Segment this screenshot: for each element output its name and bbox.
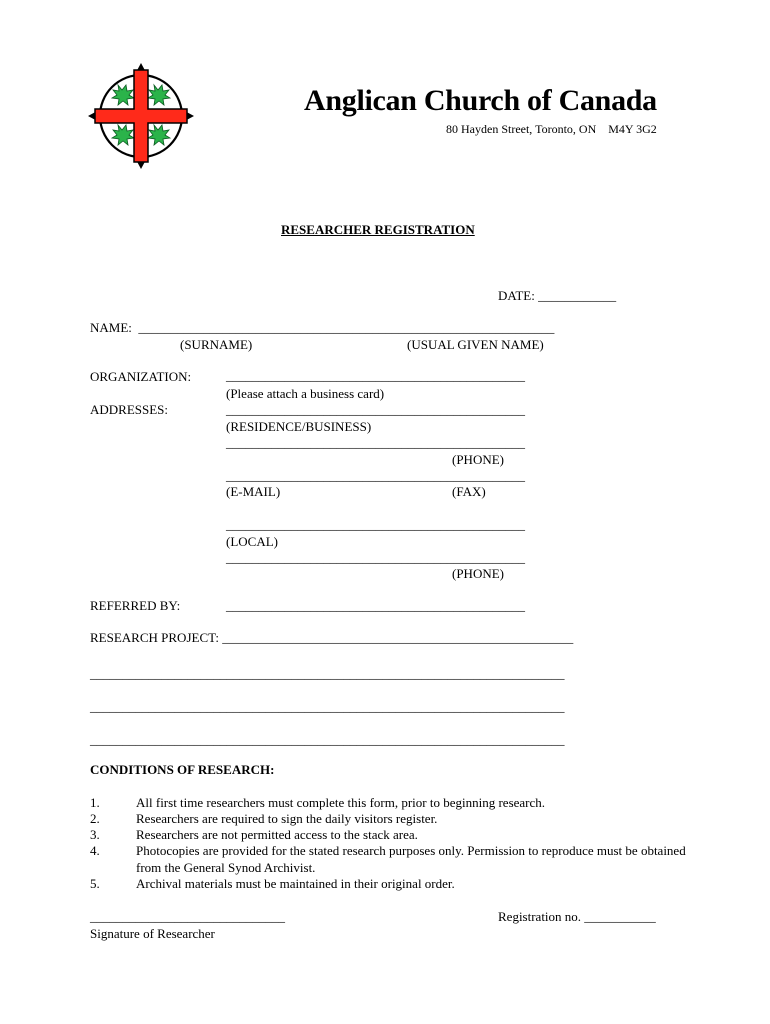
condition-number: 1.	[90, 795, 100, 810]
name-field[interactable]: NAME: ________________________________________________________________	[90, 320, 555, 335]
research-project-field[interactable]: RESEARCH PROJECT: ______________________________________________________	[90, 630, 574, 645]
phone-hint: (PHONE)	[452, 452, 504, 467]
phone-field[interactable]: ______________________________________________	[226, 435, 525, 450]
condition-number: 2.	[90, 811, 100, 826]
local-phone-field[interactable]: ______________________________________________	[226, 550, 525, 565]
form-heading: RESEARCHER REGISTRATION	[281, 222, 475, 237]
condition-text: Photocopies are provided for the stated research purposes only. Permission to reproduce must be obtained from the General Synod Archivist.	[136, 843, 686, 875]
research-project-line[interactable]: _________________________________________________________________________	[90, 699, 565, 714]
research-project-line[interactable]: _________________________________________________________________________	[90, 666, 565, 681]
signature-label: Signature of Researcher	[90, 926, 215, 941]
local-hint: (LOCAL)	[226, 534, 278, 549]
surname-hint: (SURNAME)	[180, 337, 253, 352]
signature-field[interactable]: ______________________________	[90, 909, 285, 924]
residence-hint: (RESIDENCE/BUSINESS)	[226, 419, 372, 434]
organization-address: 80 Hayden Street, Toronto, ON M4Y 3G2	[446, 122, 657, 136]
condition-text: Researchers are required to sign the daily visitors register.	[136, 811, 438, 826]
condition-text: All first time researchers must complete this form, prior to beginning research.	[136, 795, 546, 810]
local-address-field[interactable]: ______________________________________________	[226, 517, 525, 532]
organization-label: ORGANIZATION:	[90, 369, 192, 384]
fax-hint: (FAX)	[452, 484, 486, 499]
referred-by-field[interactable]: ______________________________________________	[226, 598, 525, 613]
addresses-label: ADDRESSES:	[90, 402, 169, 417]
condition-number: 3.	[90, 827, 100, 842]
email-hint: (E-MAIL)	[226, 484, 281, 499]
local-phone-hint: (PHONE)	[452, 566, 504, 581]
anglican-cross-logo	[88, 63, 194, 169]
conditions-title: CONDITIONS OF RESEARCH:	[90, 762, 275, 777]
registration-number-field[interactable]: Registration no. ___________	[498, 909, 656, 924]
email-fax-field[interactable]: ______________________________________________	[226, 468, 525, 483]
given-name-hint: (USUAL GIVEN NAME)	[407, 337, 544, 352]
organization-hint: (Please attach a business card)	[226, 386, 385, 401]
condition-number: 5.	[90, 876, 100, 891]
condition-text: Archival materials must be maintained in their original order.	[136, 876, 455, 891]
research-project-line[interactable]: _________________________________________________________________________	[90, 732, 565, 747]
date-field[interactable]: DATE: ____________	[498, 288, 617, 303]
residence-address-field[interactable]: ______________________________________________	[226, 402, 525, 417]
condition-number: 4.	[90, 843, 100, 858]
referred-by-label: REFERRED BY:	[90, 598, 181, 613]
organization-field[interactable]: ______________________________________________	[226, 368, 525, 383]
organization-title: Anglican Church of Canada	[304, 84, 657, 117]
condition-text: Researchers are not permitted access to the stack area.	[136, 827, 418, 842]
